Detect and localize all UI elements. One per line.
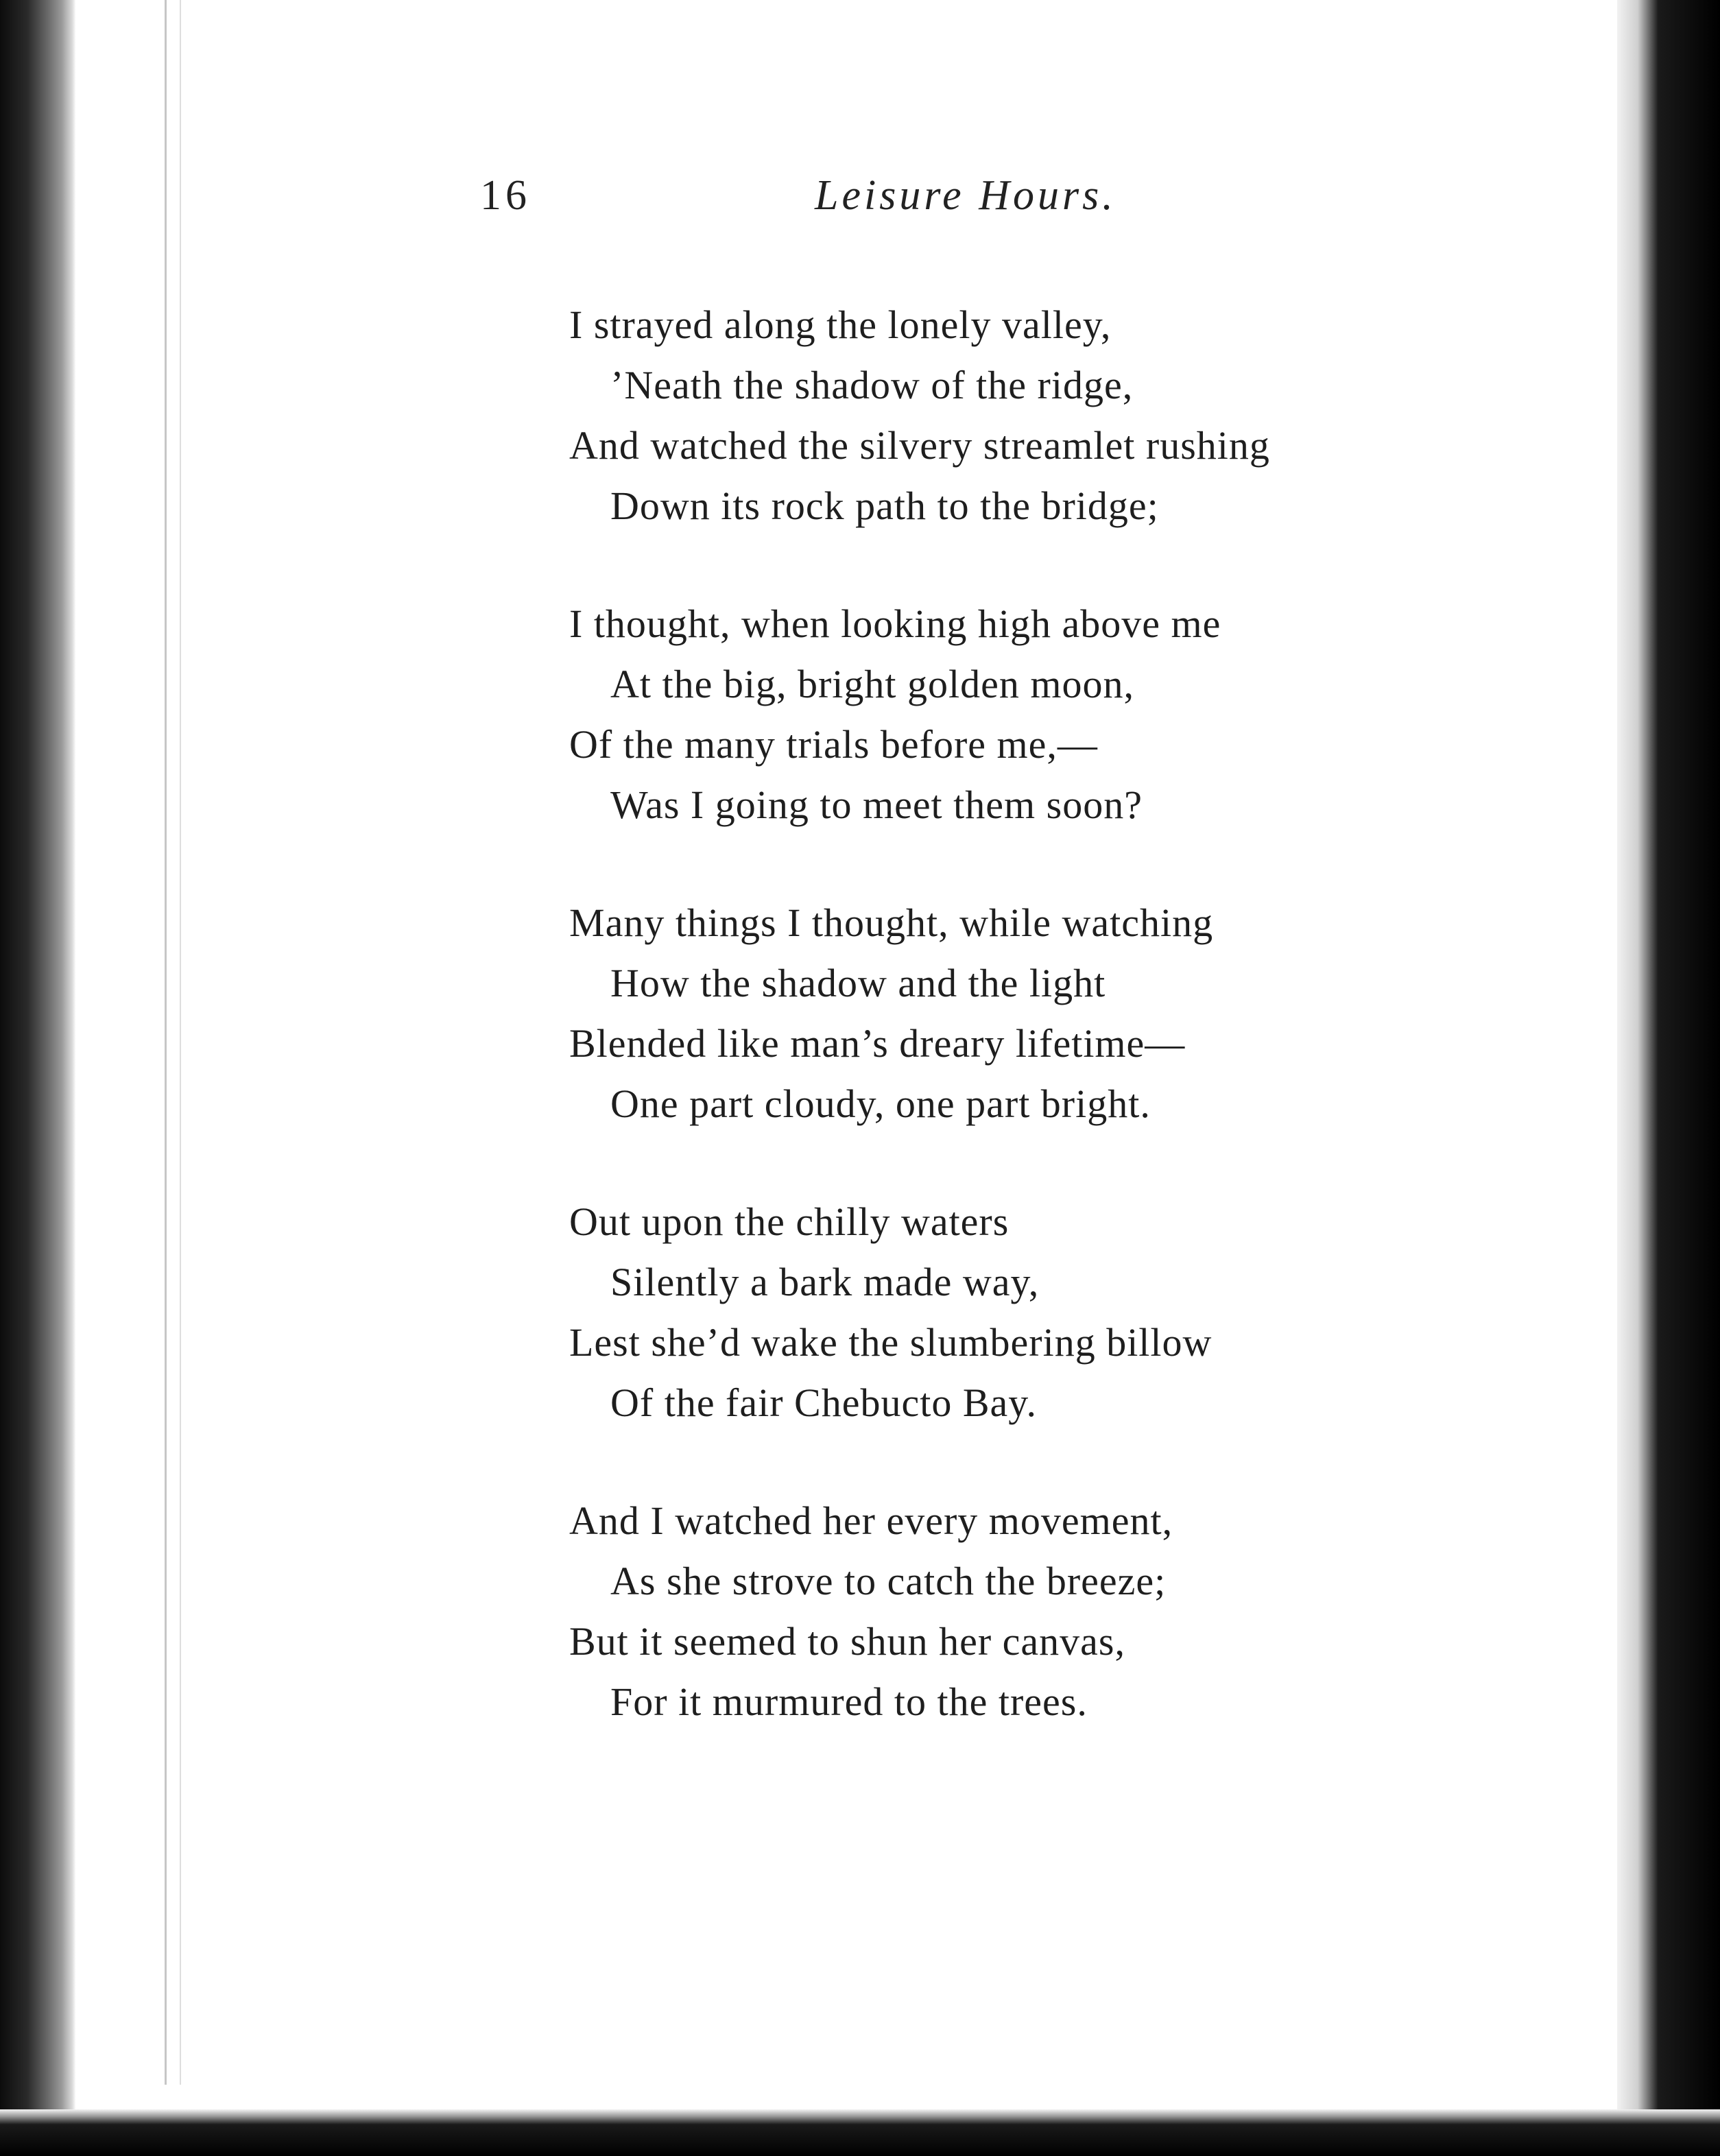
poem-line: Was I going to meet them soon? bbox=[610, 782, 1143, 827]
poem-line: How the shadow and the light bbox=[610, 961, 1106, 1005]
scan-bottom-edge bbox=[0, 2109, 1720, 2156]
poem-line: ’Neath the shadow of the ridge, bbox=[610, 363, 1134, 407]
poem-line: Silently a bark made way, bbox=[610, 1260, 1040, 1304]
page-header bbox=[0, 171, 1720, 233]
poem-line: Many things I thought, while watching bbox=[569, 900, 1214, 945]
poem-line: One part cloudy, one part bright. bbox=[610, 1081, 1151, 1126]
page-gutter-line bbox=[165, 0, 167, 2085]
poem-line: Blended like man’s dreary lifetime— bbox=[569, 1021, 1186, 1066]
poem-line: For it murmured to the trees. bbox=[610, 1679, 1088, 1724]
stanza-5 bbox=[562, 1491, 1454, 1790]
poem-line: I strayed along the lonely valley, bbox=[569, 302, 1112, 347]
scan-right-edge bbox=[1617, 0, 1720, 2156]
poem-line: As she strove to catch the breeze; bbox=[610, 1559, 1167, 1603]
poem-line: Of the many trials before me,— bbox=[569, 722, 1098, 767]
poem-line: Down its rock path to the bridge; bbox=[610, 483, 1159, 528]
poem-line: And I watched her every movement, bbox=[569, 1498, 1173, 1543]
page-gutter-line-inner bbox=[180, 0, 181, 2085]
poem-line: But it seemed to shun her canvas, bbox=[569, 1619, 1125, 1664]
stanza-4 bbox=[562, 1192, 1454, 1491]
poem-line: Out upon the chilly waters bbox=[569, 1199, 1010, 1244]
page-number: 16 bbox=[480, 172, 531, 219]
poem-line: Lest she’d wake the slumbering billow bbox=[569, 1320, 1213, 1365]
poem-line: Of the fair Chebucto Bay. bbox=[610, 1380, 1037, 1425]
poem-line: I thought, when looking high above me bbox=[569, 601, 1221, 646]
stanza-1 bbox=[562, 295, 1454, 594]
poem-line: And watched the silvery streamlet rushing bbox=[569, 423, 1270, 468]
poem-line: At the big, bright golden moon, bbox=[610, 662, 1134, 706]
stanza-2 bbox=[562, 594, 1454, 893]
running-title: Leisure Hours. bbox=[815, 172, 1116, 219]
scan-left-edge bbox=[0, 0, 75, 2156]
stanza-3 bbox=[562, 893, 1454, 1192]
poem bbox=[562, 295, 1454, 1790]
